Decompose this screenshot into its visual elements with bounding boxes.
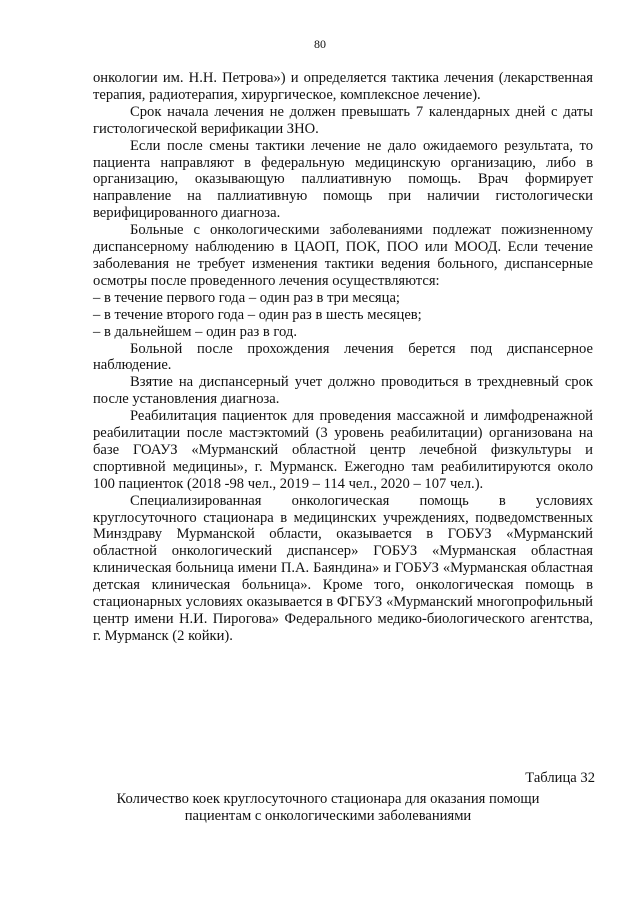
paragraph-treatment-start: Срок начала лечения не должен превышать 7 календарных дней с даты гистологической верификации ЗНО. <box>93 103 593 137</box>
table-caption-line: Количество коек круглосуточного стационара для оказания помощи <box>116 791 540 807</box>
list-item: – в дальнейшем – один раз в год. <box>93 323 297 340</box>
list-item: – в течение второго года – один раз в шесть месяцев; <box>93 306 422 323</box>
paragraph-tactics-change: Если после смены тактики лечение не дало ожидаемого результата, то пациента направляют в федеральную медицинскую организацию, либо в организацию, оказывающую паллиативную помощь. Врач формирует направление на паллиативную помощь при наличии гистологически верифицированного диагноза. <box>93 137 593 222</box>
paragraph-after-treatment: Больной после прохождения лечения берется под диспансерное наблюдение. <box>93 340 593 374</box>
table-caption-line: пациентам с онкологическими заболеваниями <box>184 808 472 824</box>
table-label: Таблица 32 <box>525 770 595 786</box>
paragraph-specialized-care: Специализированная онкологическая помощь в условиях круглосуточного стационара в медицинских учреждениях, подведомственных Минздраву Мурманской области, оказывается в ГОБУЗ «Мурманский областной онкологический диспансер» ГОБУЗ «Мурманская областная клиническая больница имени П.А. Баяндина» и ГОБУЗ «Мурманская областная детская клиническая больница». Кроме того, онкологическая помощь в стационарных условиях оказывается в ФГБУЗ «Мурманский многопрофильный центр имени Н.И. Пирогова» Федерального медико-биологического агентства, г. Мурманск (2 койки). <box>93 492 593 644</box>
table-caption <box>93 791 563 825</box>
paragraph-registration: Взятие на диспансерный учет должно проводиться в трехдневный срок после установления диагноза. <box>93 374 593 408</box>
page-number: 80 <box>314 37 326 51</box>
body-text <box>93 70 593 645</box>
paragraph-rehabilitation: Реабилитация пациенток для проведения массажной и лимфодренажной реабилитации после мастэктомий (3 уровень реабилитации) организована на базе ГОАУЗ «Мурманский областной центр лечебной физкультуры и спортивной медицины», г. Мурманск. Ежегодно там реабилитируются около 100 пациенток (2018 -98 чел., 2019 – 114 чел., 2020 – 107 чел.). <box>93 408 593 492</box>
paragraph-continuation: онкологии им. Н.Н. Петрова») и определяется тактика лечения (лекарственная терапия, радиотерапия, хирургическое, комплексное лечение). <box>93 70 593 103</box>
paragraph-dispensary-observation: Больные с онкологическими заболеваниями подлежат пожизненному диспансерному наблюдению в ЦАОП, ПОК, ПОО или МООД. Если течение заболевания не требует изменения тактики ведения больного, диспансерные осмотры после проведенного лечения осуществляются: <box>93 222 593 289</box>
list-item: – в течение первого года – один раз в три месяца; <box>93 289 400 306</box>
